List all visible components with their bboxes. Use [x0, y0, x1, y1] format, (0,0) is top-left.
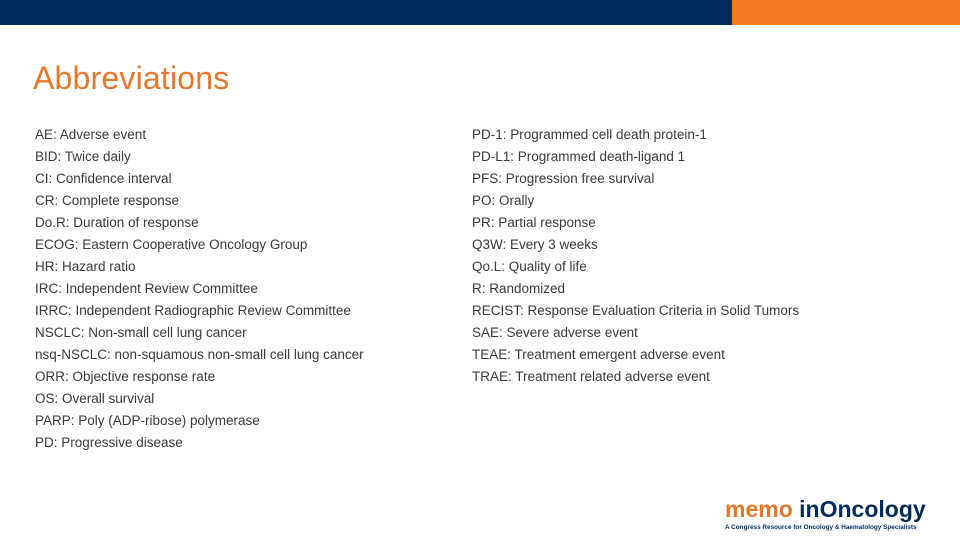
abbreviation-item: PARP: Poly (ADP-ribose) polymerase	[35, 413, 260, 428]
abbreviation-item: ECOG: Eastern Cooperative Oncology Group	[35, 237, 308, 252]
abbreviation-item: AE: Adverse event	[35, 127, 147, 142]
abbreviation-item: IRRC: Independent Radiographic Review Committee	[35, 303, 351, 318]
abbreviation-list-left	[35, 124, 455, 454]
logo-inoncology	[799, 496, 926, 522]
top-banner	[0, 0, 960, 25]
abbreviation-item: PR: Partial response	[472, 215, 596, 230]
abbreviation-item: PO: Orally	[472, 193, 535, 208]
abbreviation-item: ORR: Objective response rate	[35, 369, 216, 384]
abbreviation-item: SAE: Severe adverse event	[472, 325, 638, 340]
abbreviation-item: RECIST: Response Evaluation Criteria in Solid Tumors	[472, 303, 800, 318]
logo-memo: memo	[725, 496, 793, 522]
abbreviation-item: TRAE: Treatment related adverse event	[472, 369, 710, 384]
logo-oncology: Oncology	[819, 496, 926, 522]
abbreviation-item: OS: Overall survival	[35, 391, 155, 406]
abbreviation-item: PD-L1: Programmed death-ligand 1	[472, 149, 686, 164]
abbreviation-item: PD-1: Programmed cell death protein-1	[472, 127, 707, 142]
abbreviation-item: R: Randomized	[472, 281, 566, 296]
abbreviation-item: NSCLC: Non-small cell lung cancer	[35, 325, 247, 340]
logo-in: in	[799, 496, 820, 522]
abbreviation-item: HR: Hazard ratio	[35, 259, 136, 274]
page-title: Abbreviations	[33, 60, 230, 96]
abbreviation-item: BID: Twice daily	[35, 149, 131, 164]
abbreviation-item: Qo.L: Quality of life	[472, 259, 587, 274]
abbreviation-item: CI: Confidence interval	[35, 171, 172, 186]
logo-tagline: A Congress Resource for Oncology & Haematology Specialists	[725, 524, 917, 531]
abbreviation-item: PD: Progressive disease	[35, 435, 183, 450]
abbreviation-item: nsq-NSCLC: non-squamous non-small cell lung cancer	[35, 347, 364, 362]
abbreviation-item: IRC: Independent Review Committee	[35, 281, 258, 296]
top-banner-orange-bar	[732, 0, 960, 25]
abbreviation-item: PFS: Progression free survival	[472, 171, 655, 186]
memo-inoncology-logo	[725, 496, 935, 534]
abbreviation-item: CR: Complete response	[35, 193, 180, 208]
logo-wordmark	[725, 496, 935, 522]
abbreviation-list-right	[472, 124, 942, 388]
abbreviation-item: Q3W: Every 3 weeks	[472, 237, 598, 252]
abbreviation-item: Do.R: Duration of response	[35, 215, 199, 230]
top-banner-navy-bar	[0, 0, 732, 25]
abbreviation-item: TEAE: Treatment emergent adverse event	[472, 347, 725, 362]
